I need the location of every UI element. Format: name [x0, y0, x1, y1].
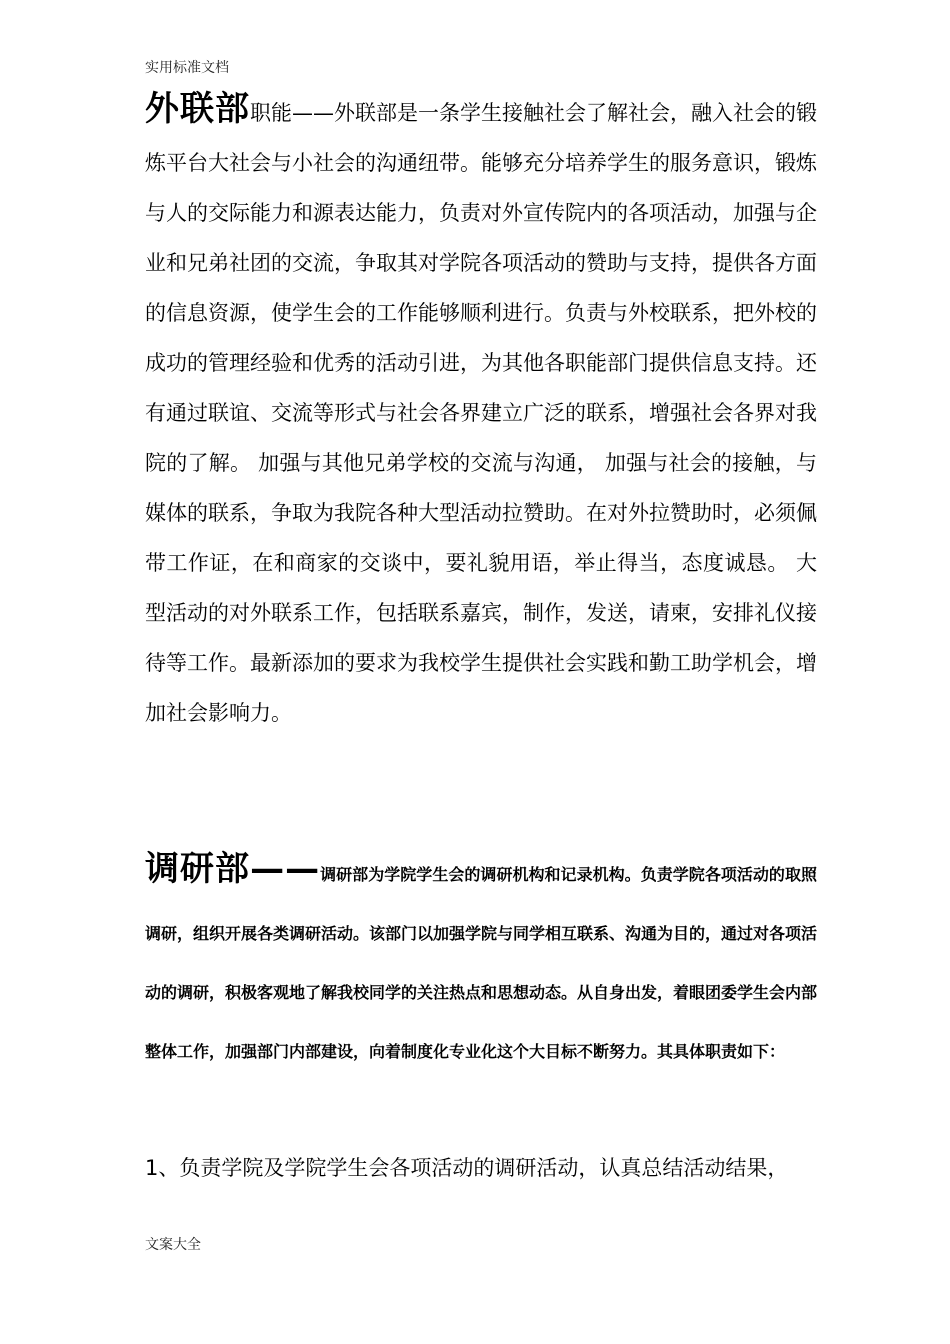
section-body-text: 调研部为学院学生会的调研机构和记录机构。负责学院各项活动的取照调研，组织开展各类调研活动。该部门以加强学院与同学相互联系、沟通为目的，通过对各项活动的调研，积极客观地了解我校同学的关注热点和思想动态。从自身出发，着眼团委学生会内部整体工作，加强部门内部建设，向着制度化专业化这个大目标不断努力。其具体职责如下：	[145, 865, 818, 1061]
page-header: 实用标准文档	[145, 60, 229, 76]
section-research	[145, 840, 817, 1081]
section-paragraph	[145, 840, 817, 1081]
section-heading: 外联部	[145, 89, 250, 129]
section-paragraph	[145, 88, 817, 738]
section-external-relations	[145, 88, 817, 738]
section-heading: 调研部——	[145, 849, 321, 889]
page-footer: 文案大全	[145, 1237, 201, 1253]
duty-item: 1、负责学院及学院学生会各项活动的调研活动，认真总结活动结果，	[145, 1156, 789, 1180]
section-body-text: 职能——外联部是一条学生接触社会了解社会，融入社会的锻炼平台大社会与小社会的沟通纽带。能够充分培养学生的服务意识，锻炼与人的交际能力和源表达能力，负责对外宣传院内的各项活动，加强与企业和兄弟社团的交流，争取其对学院各项活动的赞助与支持，提供各方面的信息资源，使学生会的工作能够顺利进行。负责与外校联系，把外校的成功的管理经验和优秀的活动引进，为其他各职能部门提供信息支持。还有通过联谊、交流等形式与社会各界建立广泛的联系，增强社会各界对我院的了解。 加强与其他兄弟学校的交流与沟通， 加强与社会的接触，与媒体的联系，争取为我院各种大型活动拉赞助。在对外拉赞助时，必须佩带工作证，在和商家的交谈中，要礼貌用语，举止得当，态度诚恳。 大型活动的对外联系工作，包括联系嘉宾，制作，发送，请柬，安排礼仪接待等工作。最新添加的要求为我校学生提供社会实践和勤工助学机会，增加社会影响力。	[145, 101, 817, 725]
